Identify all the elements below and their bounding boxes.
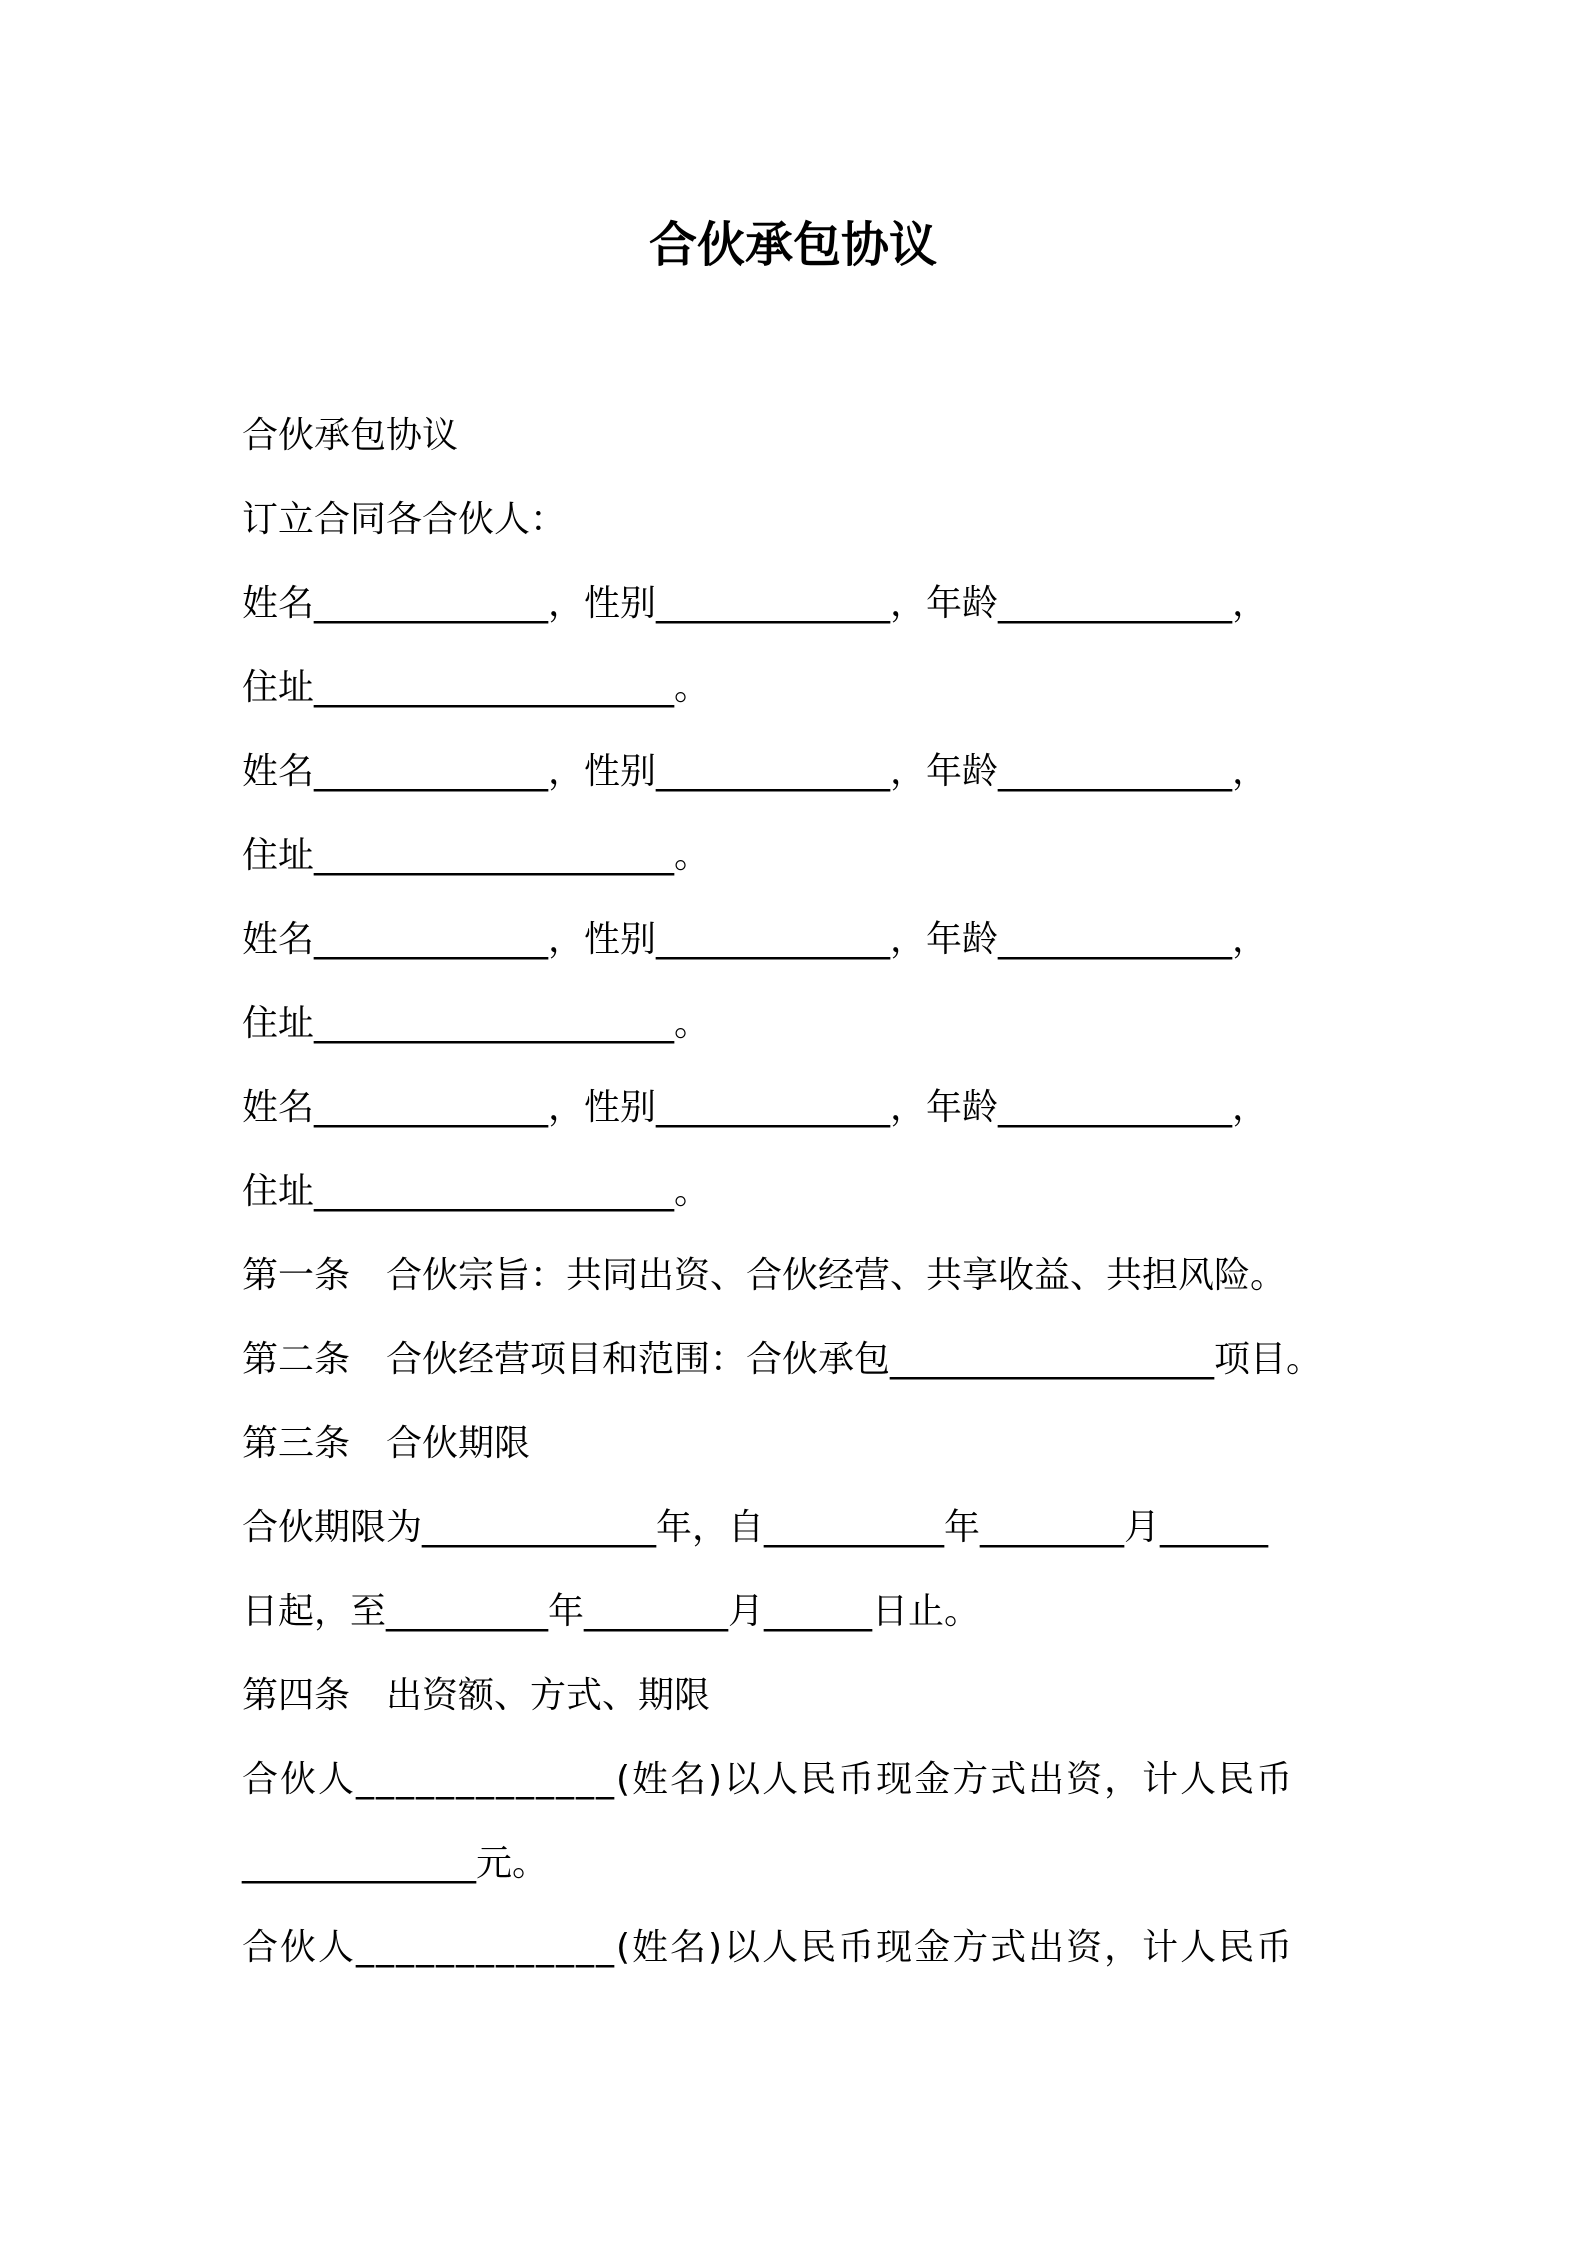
heading-line: 合伙承包协议 [242, 415, 459, 456]
partner-2-info-line: 姓名_____________，性别_____________，年龄_____________， [242, 751, 1269, 792]
partner-3-info-line: 姓名_____________，性别_____________，年龄_____________， [242, 919, 1269, 960]
partners-intro-line: 订立合同各合伙人： [242, 499, 567, 540]
contribution-2-line: 合伙人_____________(姓名)以人民币现金方式出资，计人民币 [242, 1927, 1295, 1968]
contribution-1-line: 合伙人_____________(姓名)以人民币现金方式出资，计人民币 [242, 1759, 1295, 1800]
partner-1-address-line: 住址____________________。 [242, 667, 711, 708]
article-1-line: 第一条 合伙宗旨：共同出资、合伙经营、共享收益、共担风险。 [242, 1255, 1287, 1296]
article-2-line: 第二条 合伙经营项目和范围：合伙承包__________________项目。 [242, 1339, 1323, 1380]
partner-4-info-line: 姓名_____________，性别_____________，年龄_____________， [242, 1087, 1269, 1128]
document-title: 合伙承包协议 [648, 217, 937, 273]
partner-2-address-line: 住址____________________。 [242, 835, 711, 876]
partner-4-address-line: 住址____________________。 [242, 1171, 711, 1212]
partner-3-address-line: 住址____________________。 [242, 1003, 711, 1044]
article-4-heading-line: 第四条 出资额、方式、期限 [242, 1675, 711, 1716]
term-end-line: 日起，至_________年________月______日止。 [242, 1591, 981, 1632]
contribution-1-amount-line: _____________元。 [242, 1843, 549, 1884]
article-3-heading-line: 第三条 合伙期限 [242, 1423, 531, 1464]
term-line: 合伙期限为_____________年，自__________年________月______ [242, 1507, 1269, 1548]
partner-1-info-line: 姓名_____________，性别_____________，年龄_____________， [242, 583, 1269, 624]
